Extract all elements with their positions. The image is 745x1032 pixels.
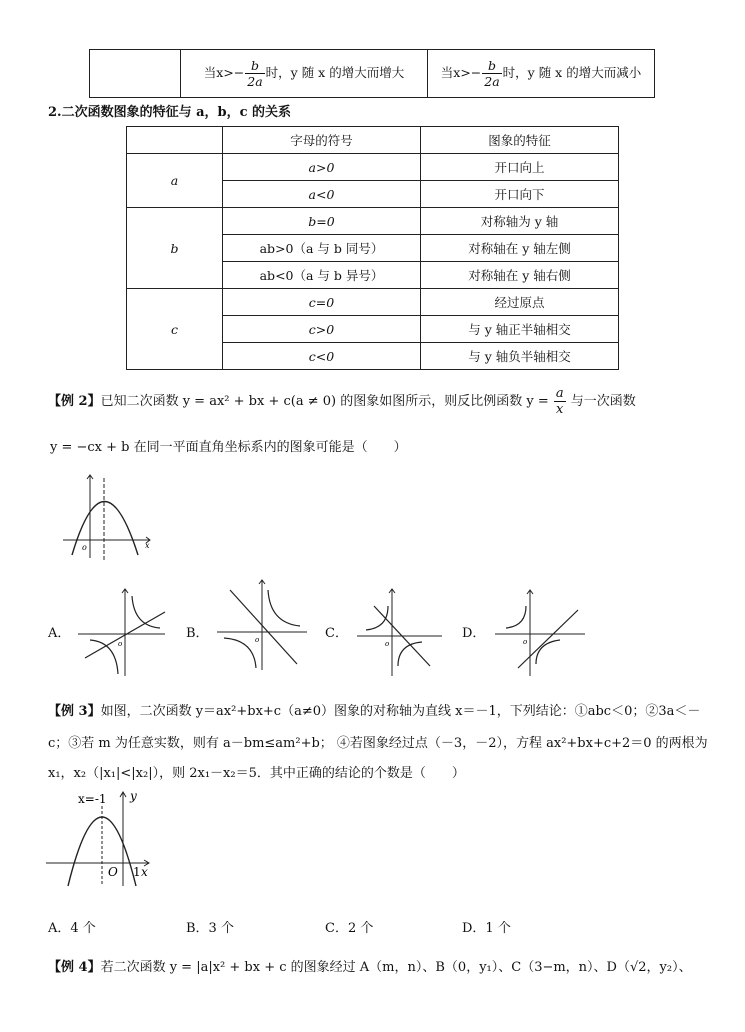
axis-label-x-eq-neg1: x=-1 xyxy=(78,792,107,806)
example3-option-c[interactable]: C．2 个 xyxy=(325,921,374,936)
feature-cell: 对称轴为 y 轴 xyxy=(421,208,619,235)
table-row xyxy=(127,208,619,235)
example3-option-d[interactable]: D．1 个 xyxy=(462,921,511,936)
example3-parabola-figure xyxy=(44,788,164,888)
example2-tag: 【例 2】 xyxy=(48,394,101,409)
letter-cell: a xyxy=(127,154,223,208)
feature-cell: 对称轴在 y 轴右侧 xyxy=(421,262,619,289)
example2-line2: y = −cx + b 在同一平面直角坐标系内的图象可能是（ ） xyxy=(50,440,407,455)
feature-cell: 开口向下 xyxy=(421,181,619,208)
example3-tag: 【例 3】 xyxy=(48,704,101,719)
svg-text:o: o xyxy=(82,543,87,552)
abc-relation-table xyxy=(126,126,619,370)
svg-text:x: x xyxy=(145,541,150,550)
svg-text:o: o xyxy=(523,638,528,646)
sign-cell: a<0 xyxy=(223,181,421,208)
section-title: 2.二次函数图象的特征与 a，b，c 的关系 xyxy=(48,105,292,120)
feature-cell: 与 y 轴负半轴相交 xyxy=(421,343,619,370)
table-header xyxy=(127,127,223,154)
option-b-label[interactable]: B． xyxy=(186,626,209,641)
example3-line3: x₁，x₂（|x₁|<|x₂|），则 2x₁－x₂＝5．其中正确的结论的个数是（ ） xyxy=(48,766,465,781)
sign-cell: b=0 xyxy=(223,208,421,235)
feature-cell: 与 y 轴正半轴相交 xyxy=(421,316,619,343)
example4-tag: 【例 4】 xyxy=(48,960,101,975)
table-header: 字母的符号 xyxy=(223,127,421,154)
svg-text:o: o xyxy=(255,636,260,644)
svg-text:y: y xyxy=(130,789,137,803)
table-header: 图象的特征 xyxy=(421,127,619,154)
feature-cell: 经过原点 xyxy=(421,289,619,316)
option-d-graph[interactable] xyxy=(490,588,590,678)
example4-line: 【例 4】若二次函数 y = |a|x² + bx + c 的图象经过 A（m，n）、B（0，y₁）、C（3−m，n）、D（√2，y₂）、 xyxy=(48,960,692,975)
top-table xyxy=(89,49,655,98)
example3-option-a[interactable]: A．4 个 xyxy=(48,921,96,936)
svg-text:1: 1 xyxy=(133,865,141,879)
feature-cell: 开口向上 xyxy=(421,154,619,181)
example3-line1: 【例 3】如图，二次函数 y＝ax²+bx+c（a≠0）图象的对称轴为直线 x＝－1，下列结论：①abc＜0；②3a＜－ xyxy=(48,704,701,719)
sign-cell: ab<0（a 与 b 异号） xyxy=(223,262,421,289)
option-d-label[interactable]: D． xyxy=(462,626,486,641)
example2-text1b: 与一次函数 xyxy=(566,394,636,409)
example2-text1: 已知二次函数 y = ax² + bx + c(a ≠ 0) 的图象如图所示，则反比例函数 y = xyxy=(100,394,553,409)
example2-parabola-figure xyxy=(58,470,158,565)
sign-cell: c=0 xyxy=(223,289,421,316)
letter-cell: b xyxy=(127,208,223,289)
table-header-row xyxy=(127,127,619,154)
sign-cell: a>0 xyxy=(223,154,421,181)
example3-line2: c；③若 m 为任意实数，则有 a－bm≤am²+b； ④若图象经过点（－3，－2），方程 ax²+bx+c+2＝0 的两根为 xyxy=(48,736,708,751)
option-b-graph[interactable] xyxy=(212,578,312,673)
letter-cell: c xyxy=(127,289,223,370)
option-a-label[interactable]: A． xyxy=(48,626,71,641)
option-c-label[interactable]: C． xyxy=(325,626,348,641)
example2-line1: 【例 2】已知二次函数 y = ax² + bx + c(a ≠ 0) 的图象如图所示，则反比例函数 y = $\frac{a}{x}$ 与一次函数 xyxy=(48,386,636,417)
top-table-cell-decrease: 当x>− $\frac{b}{2a}$ 时，y 随 x 的增大而减小 xyxy=(428,50,655,98)
svg-text:o: o xyxy=(118,640,123,648)
example3-option-b[interactable]: B．3 个 xyxy=(186,921,234,936)
top-table-empty-cell xyxy=(90,50,181,98)
feature-cell: 对称轴在 y 轴左侧 xyxy=(421,235,619,262)
sign-cell: c<0 xyxy=(223,343,421,370)
svg-text:o: o xyxy=(385,640,390,648)
table-row xyxy=(127,289,619,316)
svg-text:x: x xyxy=(141,865,148,879)
sign-cell: ab>0（a 与 b 同号） xyxy=(223,235,421,262)
option-a-graph[interactable] xyxy=(70,584,170,679)
top-table-cell-increase: 当x>− $\frac{b}{2a}$ 时，y 随 x 的增大而增大 xyxy=(181,50,428,98)
svg-text:O: O xyxy=(108,865,118,879)
option-c-graph[interactable] xyxy=(352,584,447,679)
sign-cell: c>0 xyxy=(223,316,421,343)
table-row xyxy=(127,154,619,181)
